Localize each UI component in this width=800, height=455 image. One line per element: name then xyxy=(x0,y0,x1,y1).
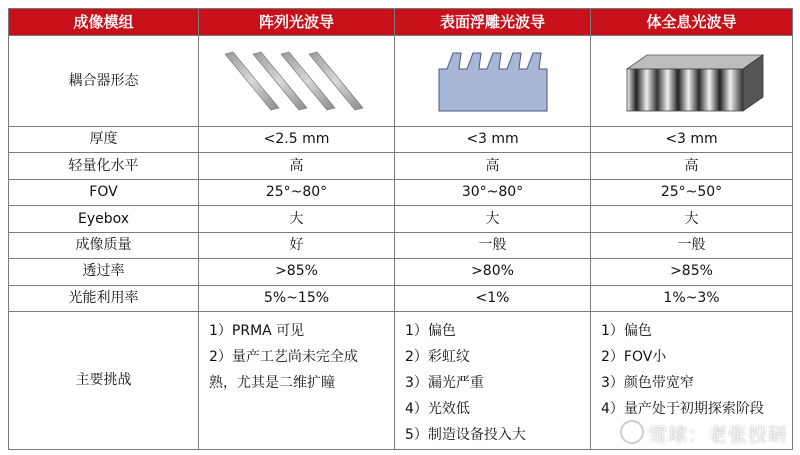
watermark xyxy=(620,420,788,447)
list-item: 2）彩虹纹 xyxy=(405,349,470,365)
list-item: 4）光效低 xyxy=(405,401,470,417)
table-cell: >85% xyxy=(199,259,395,285)
challenges-surface-relief-waveguide xyxy=(395,312,591,450)
table-row xyxy=(9,36,793,127)
table-cell: 大 xyxy=(591,206,793,232)
header-array-waveguide: 阵列光波导 xyxy=(199,9,395,36)
table-cell: <1% xyxy=(395,285,591,311)
table-cell: <3 mm xyxy=(395,127,591,153)
table-cell: 高 xyxy=(395,153,591,179)
table-cell: >85% xyxy=(591,259,793,285)
table-row xyxy=(9,153,793,179)
row-label: 轻量化水平 xyxy=(9,153,199,179)
row-label: 光能利用率 xyxy=(9,285,199,311)
array-waveguide-icon-cell xyxy=(199,36,395,127)
table-cell: 一般 xyxy=(395,232,591,258)
table-cell: <3 mm xyxy=(591,127,793,153)
table-cell: 一般 xyxy=(591,232,793,258)
snowball-logo-icon xyxy=(620,420,644,444)
header-imaging-module: 成像模组 xyxy=(9,9,199,36)
table-row xyxy=(9,285,793,311)
table-cell: >80% xyxy=(395,259,591,285)
table-cell: 好 xyxy=(199,232,395,258)
array-waveguide-icon xyxy=(217,48,377,114)
list-item: 3）漏光严重 xyxy=(405,375,484,391)
table-cell: 25°~50° xyxy=(591,179,793,205)
row-label: 透过率 xyxy=(9,259,199,285)
table-cell: <2.5 mm xyxy=(199,127,395,153)
table-row xyxy=(9,259,793,285)
row-label: FOV xyxy=(9,179,199,205)
table-row xyxy=(9,179,793,205)
list-item: 5）制造设备投入大 xyxy=(405,427,526,443)
challenges-array-waveguide xyxy=(199,312,395,450)
row-label: 耦合器形态 xyxy=(9,36,199,127)
table-row xyxy=(9,206,793,232)
table-row xyxy=(9,127,793,153)
list-item: 4）量产处于初期探索阶段 xyxy=(601,401,764,417)
surface-relief-grating-icon xyxy=(433,47,553,115)
table-cell: 30°~80° xyxy=(395,179,591,205)
header-row xyxy=(9,9,793,36)
table-cell: 1%~3% xyxy=(591,285,793,311)
list-item: 2）FOV小 xyxy=(601,349,667,365)
table-cell: 高 xyxy=(199,153,395,179)
table-row xyxy=(9,232,793,258)
row-label: 主要挑战 xyxy=(9,312,199,450)
header-volume-hologram-waveguide: 体全息光波导 xyxy=(591,9,793,36)
surface-relief-icon-cell xyxy=(395,36,591,127)
comparison-table xyxy=(8,8,793,450)
table-cell: 大 xyxy=(199,206,395,232)
watermark-text: 雪球：老张投研 xyxy=(648,424,789,446)
list-item: 3）颜色带宽窄 xyxy=(601,375,694,391)
list-item: 2）量产工艺尚未完全成熟，尤其是二维扩瞳 xyxy=(209,349,358,391)
list-item: 1）PRMA 可见 xyxy=(209,323,305,339)
row-label: 厚度 xyxy=(9,127,199,153)
row-label: Eyebox xyxy=(9,206,199,232)
table-cell: 5%~15% xyxy=(199,285,395,311)
table-cell: 25°~80° xyxy=(199,179,395,205)
table-cell: 高 xyxy=(591,153,793,179)
list-item: 1）偏色 xyxy=(601,323,652,339)
header-surface-relief-waveguide: 表面浮雕光波导 xyxy=(395,9,591,36)
table-cell: 大 xyxy=(395,206,591,232)
list-item: 1）偏色 xyxy=(405,323,456,339)
volume-hologram-icon xyxy=(617,47,767,115)
row-label: 成像质量 xyxy=(9,232,199,258)
volume-hologram-icon-cell xyxy=(591,36,793,127)
